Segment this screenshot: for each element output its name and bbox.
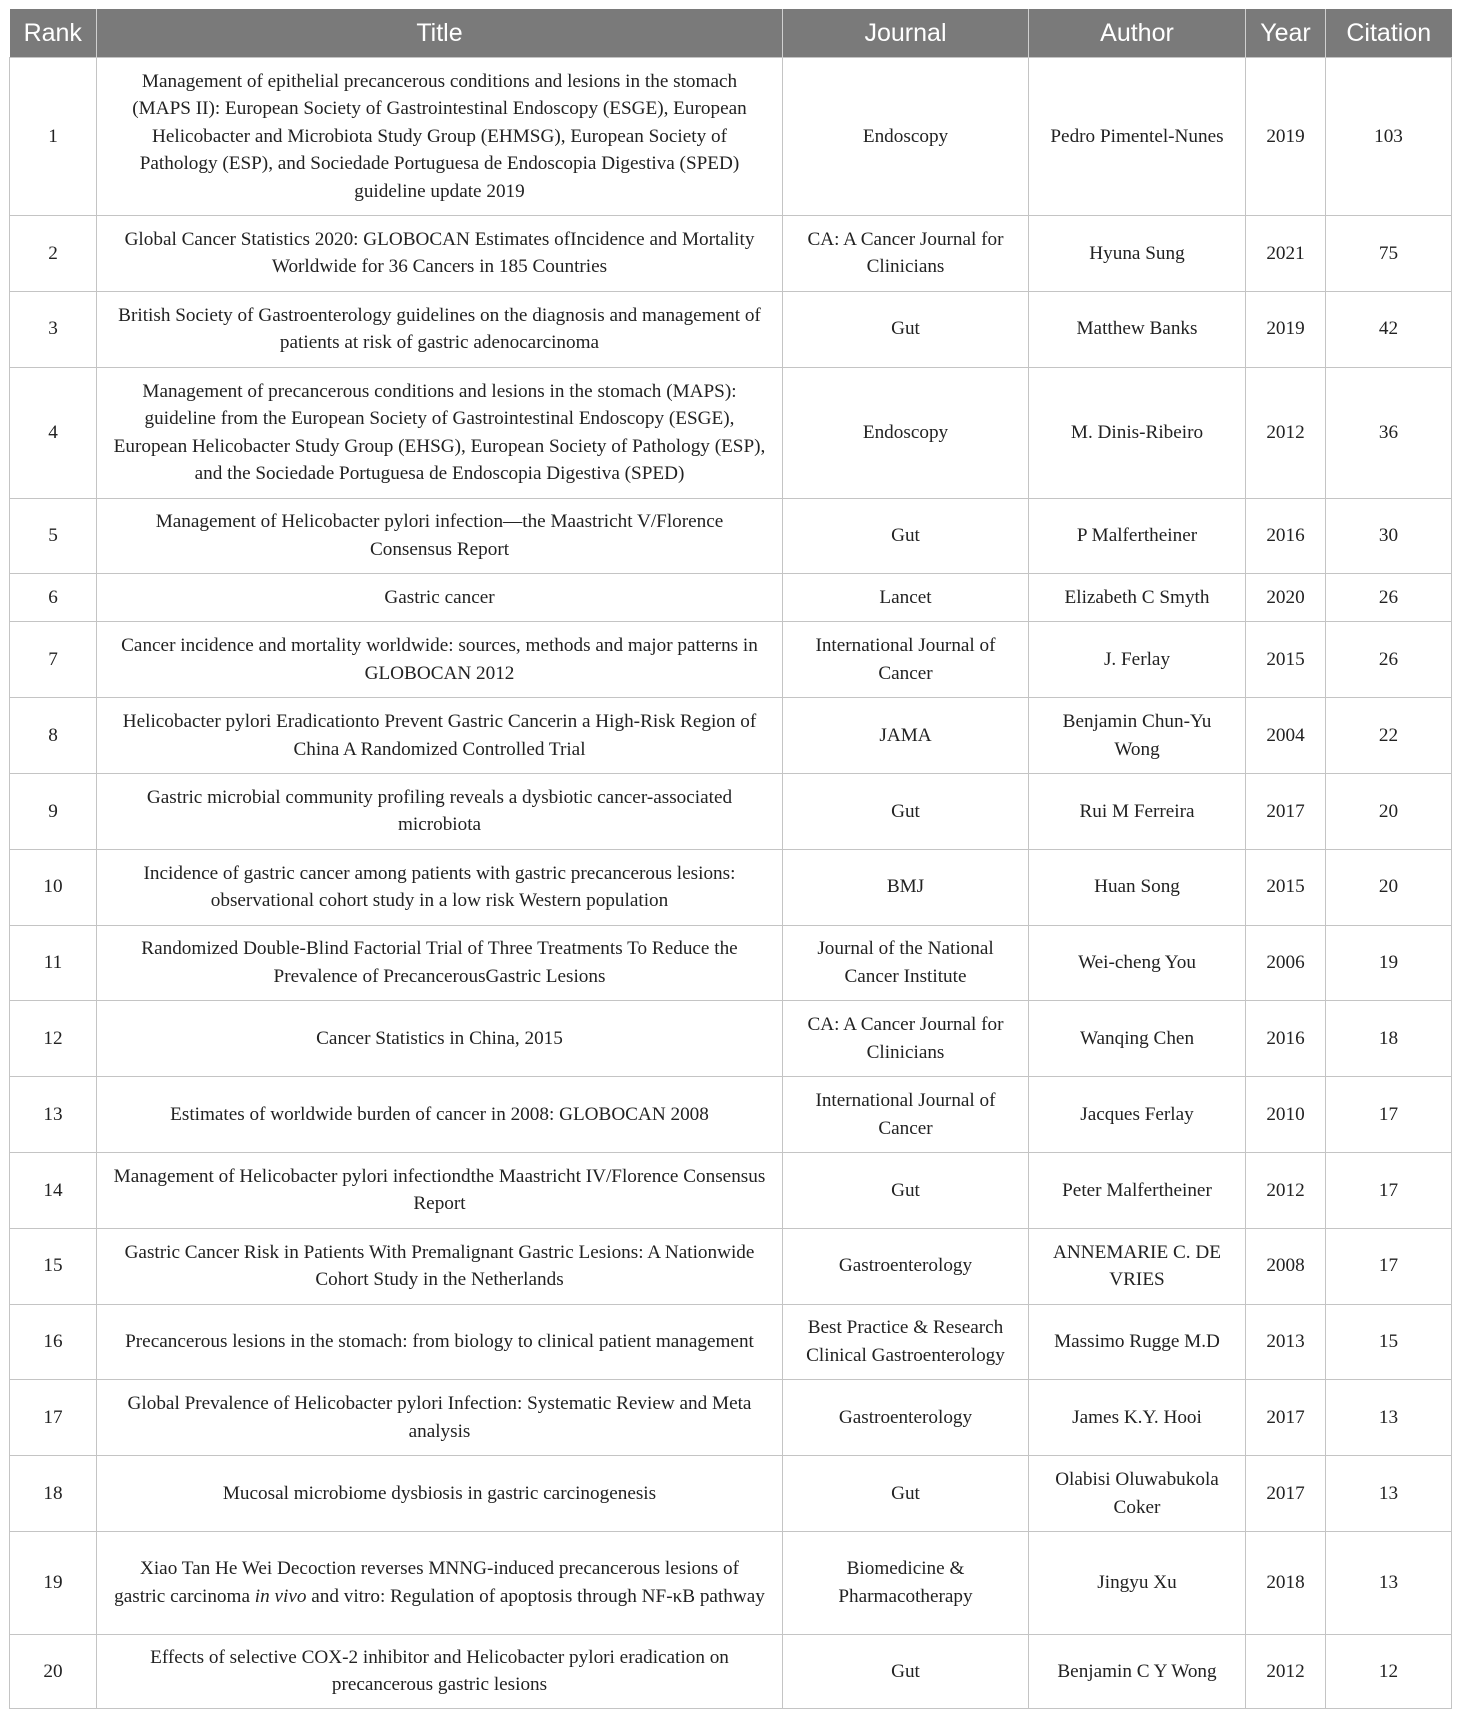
table-row	[10, 58, 1452, 216]
cell-citation: 75	[1326, 216, 1452, 292]
cell-journal: CA: A Cancer Journal for Clinicians	[783, 216, 1029, 292]
table-row	[10, 1634, 1452, 1708]
table-row	[10, 622, 1452, 698]
cell-rank: 8	[10, 698, 97, 774]
cell-year: 2012	[1246, 1634, 1326, 1708]
cell-year: 2019	[1246, 291, 1326, 367]
cell-year: 2019	[1246, 58, 1326, 216]
cell-citation: 22	[1326, 698, 1452, 774]
cell-year: 2020	[1246, 574, 1326, 622]
cell-citation: 17	[1326, 1077, 1452, 1153]
cell-journal: Gut	[783, 1152, 1029, 1228]
cell-title: Precancerous lesions in the stomach: from biology to clinical patient management	[97, 1304, 783, 1380]
cell-journal: Gut	[783, 1456, 1029, 1532]
cell-rank: 20	[10, 1634, 97, 1708]
cell-year: 2015	[1246, 622, 1326, 698]
header-rank: Rank	[10, 9, 97, 58]
cell-author: Olabisi Oluwabukola Coker	[1029, 1456, 1246, 1532]
cell-journal: BMJ	[783, 849, 1029, 925]
cell-author: Peter Malfertheiner	[1029, 1152, 1246, 1228]
cell-author: Jingyu Xu	[1029, 1531, 1246, 1634]
cell-rank: 19	[10, 1531, 97, 1634]
cell-year: 2016	[1246, 1001, 1326, 1077]
cell-journal: Gut	[783, 773, 1029, 849]
header-year: Year	[1246, 9, 1326, 58]
cell-journal: Journal of the National Cancer Institute	[783, 925, 1029, 1001]
cell-citation: 30	[1326, 498, 1452, 574]
cell-journal: JAMA	[783, 698, 1029, 774]
cell-rank: 5	[10, 498, 97, 574]
cell-year: 2013	[1246, 1304, 1326, 1380]
cell-rank: 9	[10, 773, 97, 849]
cell-author: Benjamin C Y Wong	[1029, 1634, 1246, 1708]
cell-title: Incidence of gastric cancer among patients with gastric precancerous lesions: observational cohort study in a low risk Western population	[97, 849, 783, 925]
cell-citation: 12	[1326, 1634, 1452, 1708]
cell-title: Gastric microbial community profiling reveals a dysbiotic cancer-associated microbiota	[97, 773, 783, 849]
cell-year: 2016	[1246, 498, 1326, 574]
cell-rank: 16	[10, 1304, 97, 1380]
cell-rank: 17	[10, 1380, 97, 1456]
cell-journal: International Journal of Cancer	[783, 1077, 1029, 1153]
cell-author: Rui M Ferreira	[1029, 773, 1246, 849]
table-row	[10, 1380, 1452, 1456]
cell-title: Gastric Cancer Risk in Patients With Premalignant Gastric Lesions: A Nationwide Cohort Study in the Netherlands	[97, 1228, 783, 1304]
cell-author: Wei-cheng You	[1029, 925, 1246, 1001]
cell-citation: 36	[1326, 367, 1452, 498]
cell-author: ANNEMARIE C. DE VRIES	[1029, 1228, 1246, 1304]
cell-author: Hyuna Sung	[1029, 216, 1246, 292]
citation-table	[9, 9, 1452, 1709]
table-row	[10, 367, 1452, 498]
title-text: and vitro: Regulation of apoptosis through NF-κB pathway	[306, 1585, 765, 1607]
cell-title: Management of precancerous conditions and lesions in the stomach (MAPS): guideline from the European Society of Gastrointestinal Endoscopy (ESGE), European Helicobacter Study Group (EHSG), European Society of Pathology (ESP), and the Sociedade Portuguesa de Endoscopia Digestiva (SPED)	[97, 367, 783, 498]
header-journal: Journal	[783, 9, 1029, 58]
cell-year: 2010	[1246, 1077, 1326, 1153]
table-row	[10, 1456, 1452, 1532]
cell-rank: 7	[10, 622, 97, 698]
cell-title: Gastric cancer	[97, 574, 783, 622]
cell-title: Management of Helicobacter pylori infection—the Maastricht V/Florence Consensus Report	[97, 498, 783, 574]
cell-author: James K.Y. Hooi	[1029, 1380, 1246, 1456]
title-text: Xiao Tan He Wei Decoction reverses MNNG-induced precancerous lesions of gastric carcinoma	[114, 1558, 739, 1607]
cell-rank: 2	[10, 216, 97, 292]
cell-author: Benjamin Chun-Yu Wong	[1029, 698, 1246, 774]
cell-year: 2006	[1246, 925, 1326, 1001]
cell-year: 2012	[1246, 367, 1326, 498]
cell-title: Global Cancer Statistics 2020: GLOBOCAN Estimates ofIncidence and Mortality Worldwide for 36 Cancers in 185 Countries	[97, 216, 783, 292]
cell-rank: 12	[10, 1001, 97, 1077]
cell-rank: 6	[10, 574, 97, 622]
cell-title	[97, 1531, 783, 1634]
cell-rank: 13	[10, 1077, 97, 1153]
cell-citation: 103	[1326, 58, 1452, 216]
cell-title: Cancer Statistics in China, 2015	[97, 1001, 783, 1077]
table-row	[10, 698, 1452, 774]
cell-author: Jacques Ferlay	[1029, 1077, 1246, 1153]
table-row	[10, 1001, 1452, 1077]
table-row	[10, 1531, 1452, 1634]
cell-title: Helicobacter pylori Eradicationto Prevent Gastric Cancerin a High-Risk Region of China A Randomized Controlled Trial	[97, 698, 783, 774]
cell-title: Cancer incidence and mortality worldwide: sources, methods and major patterns in GLOBOCAN 2012	[97, 622, 783, 698]
cell-rank: 10	[10, 849, 97, 925]
cell-author: Pedro Pimentel-Nunes	[1029, 58, 1246, 216]
cell-title: Global Prevalence of Helicobacter pylori Infection: Systematic Review and Meta analysis	[97, 1380, 783, 1456]
table-row	[10, 498, 1452, 574]
table-row	[10, 1228, 1452, 1304]
cell-year: 2012	[1246, 1152, 1326, 1228]
cell-journal: Gut	[783, 498, 1029, 574]
table-row	[10, 1152, 1452, 1228]
cell-title: British Society of Gastroenterology guidelines on the diagnosis and management of patients at risk of gastric adenocarcinoma	[97, 291, 783, 367]
table-row	[10, 1304, 1452, 1380]
cell-journal: CA: A Cancer Journal for Clinicians	[783, 1001, 1029, 1077]
cell-year: 2017	[1246, 773, 1326, 849]
cell-author: M. Dinis-Ribeiro	[1029, 367, 1246, 498]
cell-title: Randomized Double-Blind Factorial Trial of Three Treatments To Reduce the Prevalence of PrecancerousGastric Lesions	[97, 925, 783, 1001]
cell-year: 2015	[1246, 849, 1326, 925]
table-row	[10, 574, 1452, 622]
table-row	[10, 925, 1452, 1001]
table-row	[10, 291, 1452, 367]
cell-citation: 19	[1326, 925, 1452, 1001]
cell-rank: 18	[10, 1456, 97, 1532]
header-citation: Citation	[1326, 9, 1452, 58]
cell-citation: 18	[1326, 1001, 1452, 1077]
cell-year: 2008	[1246, 1228, 1326, 1304]
cell-year: 2017	[1246, 1380, 1326, 1456]
cell-year: 2021	[1246, 216, 1326, 292]
cell-journal: Biomedicine & Pharmacotherapy	[783, 1531, 1029, 1634]
header-author: Author	[1029, 9, 1246, 58]
cell-citation: 42	[1326, 291, 1452, 367]
cell-journal: Endoscopy	[783, 367, 1029, 498]
cell-journal: Lancet	[783, 574, 1029, 622]
cell-journal: Gut	[783, 291, 1029, 367]
cell-journal: Gastroenterology	[783, 1228, 1029, 1304]
cell-rank: 15	[10, 1228, 97, 1304]
cell-citation: 15	[1326, 1304, 1452, 1380]
cell-rank: 14	[10, 1152, 97, 1228]
cell-year: 2004	[1246, 698, 1326, 774]
table-row	[10, 1077, 1452, 1153]
cell-journal: International Journal of Cancer	[783, 622, 1029, 698]
cell-journal: Best Practice & Research Clinical Gastroenterology	[783, 1304, 1029, 1380]
cell-author: J. Ferlay	[1029, 622, 1246, 698]
cell-citation: 17	[1326, 1152, 1452, 1228]
cell-citation: 13	[1326, 1531, 1452, 1634]
cell-title: Mucosal microbiome dysbiosis in gastric carcinogenesis	[97, 1456, 783, 1532]
cell-citation: 20	[1326, 773, 1452, 849]
cell-author: Massimo Rugge M.D	[1029, 1304, 1246, 1380]
cell-author: Elizabeth C Smyth	[1029, 574, 1246, 622]
cell-rank: 11	[10, 925, 97, 1001]
table-row	[10, 216, 1452, 292]
cell-title: Management of epithelial precancerous conditions and lesions in the stomach (MAPS II): European Society of Gastrointestinal Endoscopy (ESGE), European Helicobacter and Microbiota Study Group (EHMSG), European Society of Pathology (ESP), and Sociedade Portuguesa de Endoscopia Digestiva (SPED) guideline update 2019	[97, 58, 783, 216]
cell-citation: 13	[1326, 1380, 1452, 1456]
table-header	[10, 9, 1452, 58]
citation-table-container	[9, 9, 1451, 1709]
cell-citation: 20	[1326, 849, 1452, 925]
cell-title: Management of Helicobacter pylori infectiondthe Maastricht IV/Florence Consensus Report	[97, 1152, 783, 1228]
cell-rank: 1	[10, 58, 97, 216]
table-row	[10, 849, 1452, 925]
cell-author: P Malfertheiner	[1029, 498, 1246, 574]
cell-citation: 26	[1326, 574, 1452, 622]
header-title: Title	[97, 9, 783, 58]
header-row	[10, 9, 1452, 58]
cell-journal: Gastroenterology	[783, 1380, 1029, 1456]
cell-year: 2018	[1246, 1531, 1326, 1634]
table-body	[10, 58, 1452, 1709]
cell-title: Estimates of worldwide burden of cancer in 2008: GLOBOCAN 2008	[97, 1077, 783, 1153]
cell-author: Matthew Banks	[1029, 291, 1246, 367]
title-italic-text: in vivo	[254, 1585, 307, 1607]
cell-title: Effects of selective COX-2 inhibitor and Helicobacter pylori eradication on precancerous gastric lesions	[97, 1634, 783, 1708]
cell-journal: Endoscopy	[783, 58, 1029, 216]
cell-citation: 17	[1326, 1228, 1452, 1304]
cell-author: Huan Song	[1029, 849, 1246, 925]
cell-rank: 4	[10, 367, 97, 498]
cell-journal: Gut	[783, 1634, 1029, 1708]
cell-year: 2017	[1246, 1456, 1326, 1532]
cell-citation: 26	[1326, 622, 1452, 698]
cell-author: Wanqing Chen	[1029, 1001, 1246, 1077]
table-row	[10, 773, 1452, 849]
cell-citation: 13	[1326, 1456, 1452, 1532]
cell-rank: 3	[10, 291, 97, 367]
